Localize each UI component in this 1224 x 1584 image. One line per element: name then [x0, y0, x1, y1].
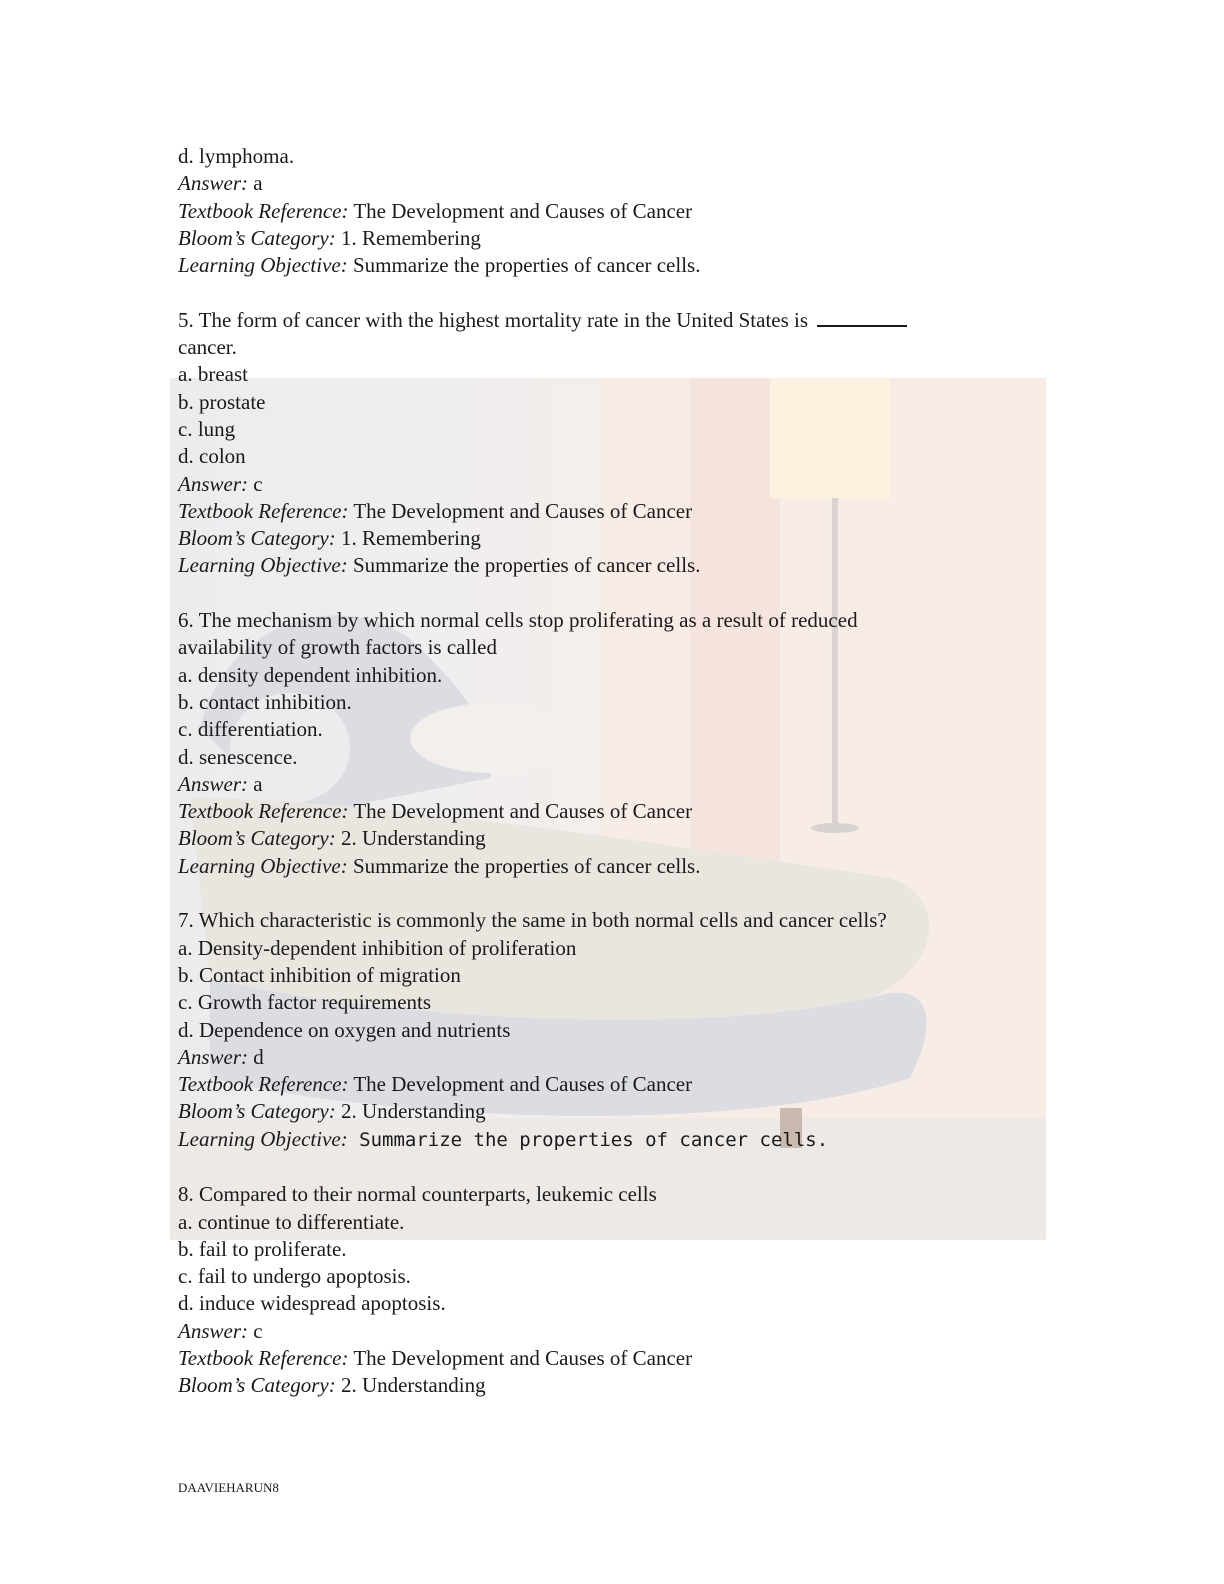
learning-objective-line: [178, 853, 1038, 880]
answer-line: [178, 1044, 1038, 1071]
question-line: 8. Compared to their normal counterparts, leukemic cells: [178, 1182, 657, 1207]
question-block: [178, 907, 1038, 1154]
option: b. contact inhibition.: [178, 689, 352, 714]
answer-line: [178, 471, 1038, 498]
option: c. differentiation.: [178, 717, 323, 742]
question-block: [178, 607, 1038, 880]
textbook-reference-line: [178, 1345, 1038, 1372]
answer-value: a: [248, 171, 263, 196]
reference-value: The Development and Causes of Cancer: [348, 1072, 693, 1097]
question-block: [178, 143, 1038, 279]
option: b. fail to proliferate.: [178, 1236, 347, 1261]
bloom-category-line: [178, 525, 1038, 552]
learning-objective-line: [178, 1126, 1038, 1154]
option: c. lung: [178, 416, 236, 441]
option: d. senescence.: [178, 744, 298, 769]
reference-label: Textbook Reference:: [178, 1346, 349, 1371]
option: a. Density-dependent inhibition of proliferation: [178, 935, 577, 960]
page-footer: DAAVIEHARUN8: [178, 1480, 279, 1495]
answer-label: Answer:: [178, 1318, 248, 1343]
objective-value: Summarize the properties of cancer cells.: [347, 253, 701, 278]
textbook-reference-line: [178, 798, 1038, 825]
learning-objective-line: [178, 252, 1038, 279]
objective-label: Learning Objective:: [178, 253, 348, 278]
bloom-label: Bloom’s Category:: [178, 826, 336, 851]
bloom-category-line: [178, 825, 1038, 852]
option: d. lymphoma.: [178, 144, 295, 168]
reference-label: Textbook Reference:: [178, 1072, 349, 1097]
bloom-value: 1. Remembering: [335, 526, 481, 551]
objective-value: Summarize the properties of cancer cells.: [347, 553, 701, 578]
question-line: 7. Which characteristic is commonly the same in both normal cells and cancer cells?: [178, 908, 887, 933]
bloom-value: 2. Understanding: [335, 826, 486, 851]
reference-value: The Development and Causes of Cancer: [348, 1346, 693, 1371]
option: a. density dependent inhibition.: [178, 662, 443, 687]
bloom-value: 2. Understanding: [335, 1373, 486, 1398]
option: d. induce widespread apoptosis.: [178, 1291, 446, 1316]
question-line: availability of growth factors is called: [178, 635, 497, 660]
option: b. Contact inhibition of migration: [178, 962, 461, 987]
option: b. prostate: [178, 389, 266, 414]
fill-in-blank: [817, 309, 907, 327]
answer-label: Answer:: [178, 771, 248, 796]
bloom-label: Bloom’s Category:: [178, 526, 336, 551]
bloom-label: Bloom’s Category:: [178, 1373, 336, 1398]
textbook-reference-line: [178, 498, 1038, 525]
question-block: [178, 1181, 1038, 1399]
bloom-label: Bloom’s Category:: [178, 225, 336, 250]
objective-value: Summarize the properties of cancer cells.: [347, 1128, 829, 1151]
reference-value: The Development and Causes of Cancer: [348, 799, 693, 824]
answer-label: Answer:: [178, 171, 248, 196]
option: c. Growth factor requirements: [178, 990, 432, 1015]
reference-label: Textbook Reference:: [178, 498, 349, 523]
answer-value: a: [248, 771, 263, 796]
answer-value: d: [248, 1044, 264, 1069]
textbook-reference-line: [178, 1071, 1038, 1098]
bloom-category-line: [178, 1372, 1038, 1399]
answer-label: Answer:: [178, 1044, 248, 1069]
option: c. fail to undergo apoptosis.: [178, 1264, 411, 1289]
option: d. colon: [178, 444, 246, 469]
objective-label: Learning Objective:: [178, 1126, 348, 1151]
question-text: [178, 307, 1038, 334]
document-body: [178, 143, 1038, 1400]
reference-value: The Development and Causes of Cancer: [348, 198, 693, 223]
answer-line: [178, 771, 1038, 798]
bloom-value: 1. Remembering: [335, 225, 481, 250]
learning-objective-line: [178, 552, 1038, 579]
option: a. breast: [178, 362, 248, 387]
reference-value: The Development and Causes of Cancer: [348, 498, 693, 523]
reference-label: Textbook Reference:: [178, 799, 349, 824]
answer-value: c: [248, 1318, 263, 1343]
reference-label: Textbook Reference:: [178, 198, 349, 223]
option: a. continue to differentiate.: [178, 1209, 405, 1234]
answer-line: [178, 1318, 1038, 1345]
bloom-label: Bloom’s Category:: [178, 1099, 336, 1124]
bloom-category-line: [178, 225, 1038, 252]
answer-value: c: [248, 471, 263, 496]
option: d. Dependence on oxygen and nutrients: [178, 1017, 511, 1042]
question-line: 6. The mechanism by which normal cells stop proliferating as a result of reduced: [178, 608, 858, 633]
objective-label: Learning Objective:: [178, 553, 348, 578]
textbook-reference-line: [178, 198, 1038, 225]
question-line: 5. The form of cancer with the highest mortality rate in the United States is: [178, 307, 809, 332]
objective-value: Summarize the properties of cancer cells.: [347, 853, 701, 878]
objective-label: Learning Objective:: [178, 853, 348, 878]
bloom-value: 2. Understanding: [335, 1099, 486, 1124]
answer-line: [178, 170, 1038, 197]
question-line: cancer.: [178, 335, 237, 360]
bloom-category-line: [178, 1098, 1038, 1125]
question-block: [178, 307, 1038, 580]
answer-label: Answer:: [178, 471, 248, 496]
